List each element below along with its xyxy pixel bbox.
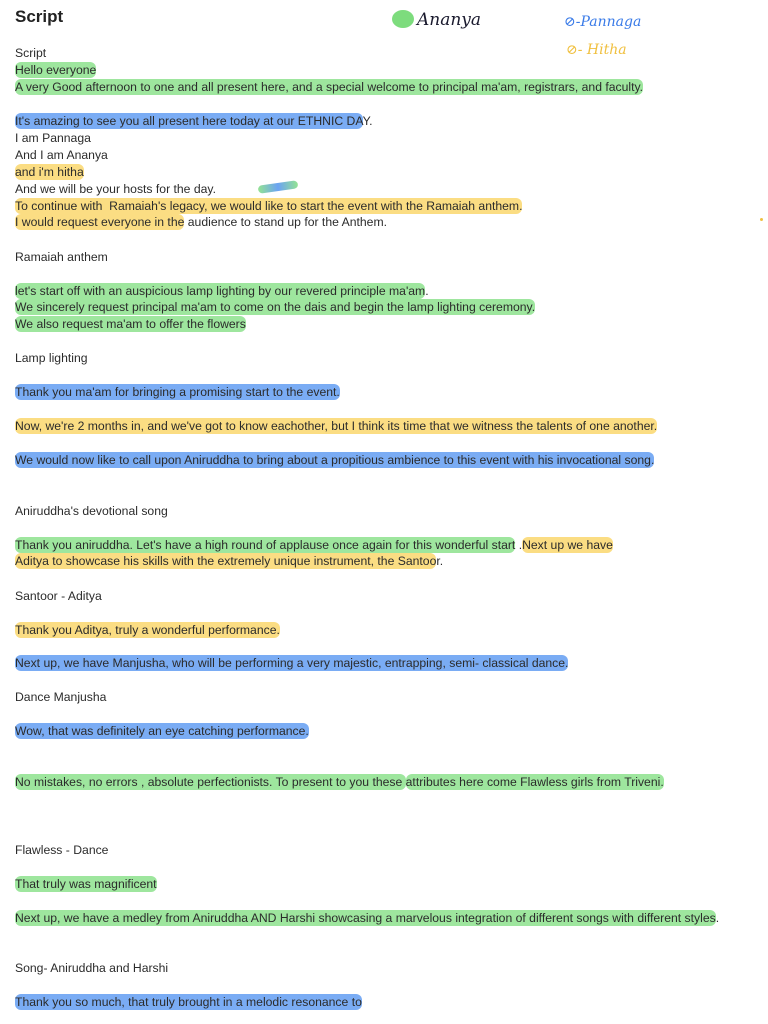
script-line — [15, 316, 745, 333]
script-line — [15, 130, 745, 147]
line-text: Santoor - Aditya — [15, 589, 102, 603]
script-line — [15, 164, 745, 181]
script-line — [15, 588, 745, 605]
script-line — [15, 299, 745, 316]
highlighted-text: A very Good afternoon to one and all present here, and a special welcome to principal ma'am, registrars, and faculty. — [15, 80, 644, 94]
script-line — [15, 384, 745, 401]
script-line — [15, 960, 745, 977]
line-text: Script — [15, 46, 47, 60]
script-line — [15, 842, 745, 859]
highlighted-text: No mistakes, no errors , absolute perfectionists. To present to you these — [15, 775, 406, 789]
highlighted-text: Hello everyone — [15, 63, 97, 77]
highlighted-text: Thank you Aditya, truly a wonderful performance. — [15, 623, 280, 637]
script-line — [15, 876, 745, 893]
script-line — [15, 723, 745, 740]
highlighted-text: and i'm hitha — [15, 165, 84, 179]
highlighted-text: Thank you ma'am for bringing a promising start to the event. — [15, 385, 340, 399]
highlighted-text: attributes here come Flawless girls from Triveni. — [405, 775, 664, 789]
highlighted-text: Next up, we have a medley from Aniruddha AND Harshi showcasing a marvelous integration of different songs with different styles — [15, 911, 716, 925]
highlighted-text: Next up, we have Manjusha, who will be performing a very majestic, entrapping, semi- classical dance. — [15, 656, 569, 670]
script-line — [15, 198, 745, 215]
highlighted-text: That truly was magnificent — [15, 877, 157, 891]
highlighted-text: Aditya to showcase his skills with the extremely unique instrument, the Santoo — [15, 554, 437, 568]
script-line — [15, 350, 745, 367]
line-text: . — [425, 284, 429, 298]
line-text: I am Pannaga — [15, 131, 91, 145]
script-line — [15, 994, 745, 1011]
green-dot-icon — [392, 10, 414, 28]
line-text: Song- Aniruddha and Harshi — [15, 961, 169, 975]
script-line — [15, 503, 745, 520]
legend-pannaga-label: -Pannaga — [575, 14, 642, 30]
script-line — [15, 622, 745, 639]
line-text: Dance Manjusha — [15, 690, 107, 704]
highlighted-text: To continue with Ramaiah's legacy, we would like to start the event with the Ramaiah anthem. — [15, 199, 523, 213]
line-text: And I am Ananya — [15, 148, 108, 162]
line-text: And we will be your hosts for the day. — [15, 182, 216, 196]
legend-ananya-label: Ananya — [417, 10, 482, 30]
script-line — [15, 249, 745, 266]
highlighted-text: Now, we're 2 months in, and we've got to know eachother, but I think its time that we witness the talents of one another. — [15, 419, 658, 433]
line-text: . — [515, 538, 523, 552]
script-line — [15, 62, 745, 79]
highlighted-text: Thank you so much, that truly brought in a melodic resonance to — [15, 995, 362, 1009]
yellow-dot-icon: ⊘ — [566, 42, 578, 58]
line-text: Y. — [362, 114, 373, 128]
script-line — [15, 214, 745, 231]
script-line — [15, 689, 745, 706]
highlighted-text: I would request everyone in the — [15, 215, 185, 229]
script-line — [15, 774, 745, 791]
script-line — [15, 452, 745, 469]
script-line — [15, 181, 745, 198]
highlighted-text: It's amazing to see you all present here today at our ETHNIC DA — [15, 114, 363, 128]
highlighted-text: Wow, that was definitely an eye catching performance. — [15, 724, 309, 738]
script-line — [15, 113, 745, 130]
script-line — [15, 553, 745, 570]
line-text: Flawless - Dance — [15, 843, 109, 857]
blue-dot-icon: ⊘ — [564, 14, 576, 30]
script-line — [15, 418, 745, 435]
line-text: . — [715, 911, 720, 925]
script-line — [15, 910, 745, 927]
highlighted-text: Next up we have — [522, 538, 613, 552]
script-line — [15, 283, 745, 300]
legend-hitha-label: - Hitha — [577, 42, 627, 58]
line-text: r. — [436, 554, 444, 568]
highlighted-text: We sincerely request principal ma'am to come on the dais and begin the lamp lighting ceremony. — [15, 300, 536, 314]
script-line — [15, 147, 745, 164]
line-text: Aniruddha's devotional song — [15, 504, 168, 518]
line-text: Ramaiah anthem — [15, 250, 108, 264]
highlighted-text: We would now like to call upon Aniruddha to bring about a propitious ambience to this event with his invocational song. — [15, 453, 655, 467]
legend-pannaga — [564, 14, 641, 30]
script-line — [15, 655, 745, 672]
highlighted-text: We also request ma'am to offer the flowers — [15, 317, 246, 331]
highlighted-text: Thank you aniruddha. Let's have a high round of applause once again for this wonderful start — [15, 538, 516, 552]
script-line — [15, 537, 745, 554]
line-text: audience to stand up for the Anthem. — [184, 215, 387, 229]
line-text: Lamp lighting — [15, 351, 88, 365]
script-line — [15, 79, 745, 96]
legend-ananya — [392, 10, 481, 30]
page-title: Script — [15, 7, 64, 26]
highlighter-dot — [760, 218, 763, 221]
script-line — [15, 45, 745, 62]
highlighted-text: let's start off with an auspicious lamp lighting by our revered principle ma'am — [15, 284, 426, 298]
